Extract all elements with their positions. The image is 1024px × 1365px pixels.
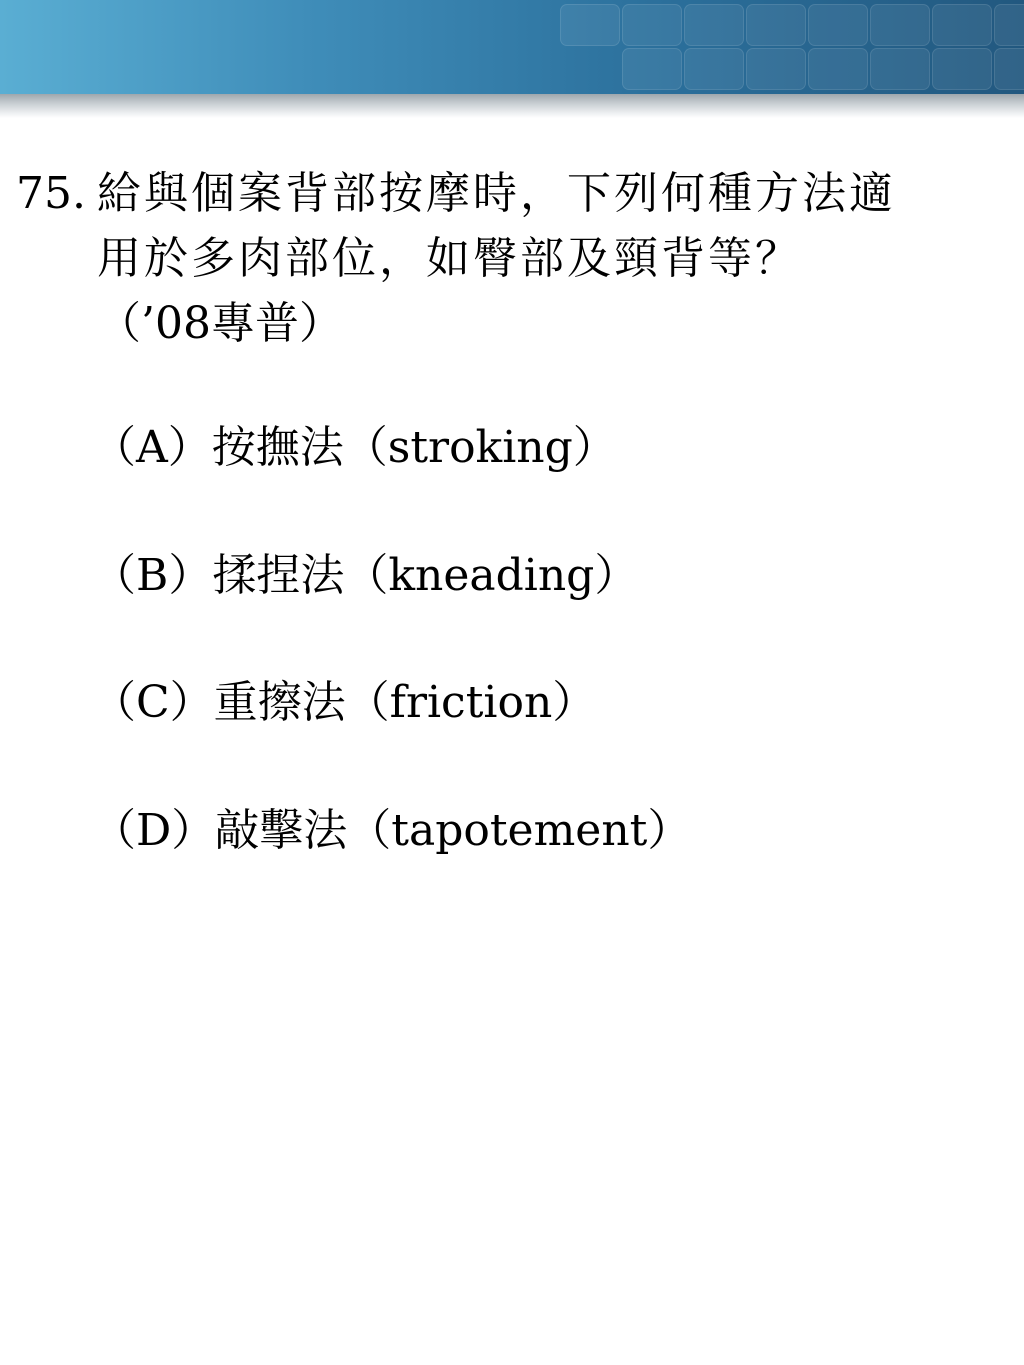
question-number: 75. bbox=[16, 168, 86, 219]
banner-decor-tile bbox=[994, 48, 1024, 90]
question-source: （’08專普） bbox=[97, 298, 343, 349]
banner-decor-tile bbox=[684, 48, 744, 90]
banner-shadow bbox=[0, 94, 1024, 118]
banner-decor-tile bbox=[808, 48, 868, 90]
banner-decor-tile bbox=[932, 4, 992, 46]
option-d: （D）敲擊法（tapotement） bbox=[92, 805, 692, 856]
banner-decor-tile bbox=[808, 4, 868, 46]
banner-decor-tile bbox=[870, 4, 930, 46]
banner-decor-tile bbox=[746, 4, 806, 46]
banner-decor-tile bbox=[994, 4, 1024, 46]
option-a: （A）按撫法（stroking） bbox=[92, 422, 617, 473]
banner-decor-tile bbox=[746, 48, 806, 90]
banner-decor-tile bbox=[684, 4, 744, 46]
banner-decor-tile bbox=[622, 48, 682, 90]
header-banner bbox=[0, 0, 1024, 94]
banner-decor-tile bbox=[870, 48, 930, 90]
question-text-line-2: 用於多肉部位，如臀部及頸背等？ bbox=[97, 233, 802, 284]
banner-decor-tile bbox=[560, 4, 620, 46]
option-b: （B）揉捏法（kneading） bbox=[92, 550, 639, 601]
banner-decor-tile bbox=[622, 4, 682, 46]
option-c: （C）重擦法（friction） bbox=[92, 677, 597, 728]
banner-decor-tile bbox=[932, 48, 992, 90]
question-text-line-1: 給與個案背部按摩時，下列何種方法適 bbox=[97, 168, 896, 219]
